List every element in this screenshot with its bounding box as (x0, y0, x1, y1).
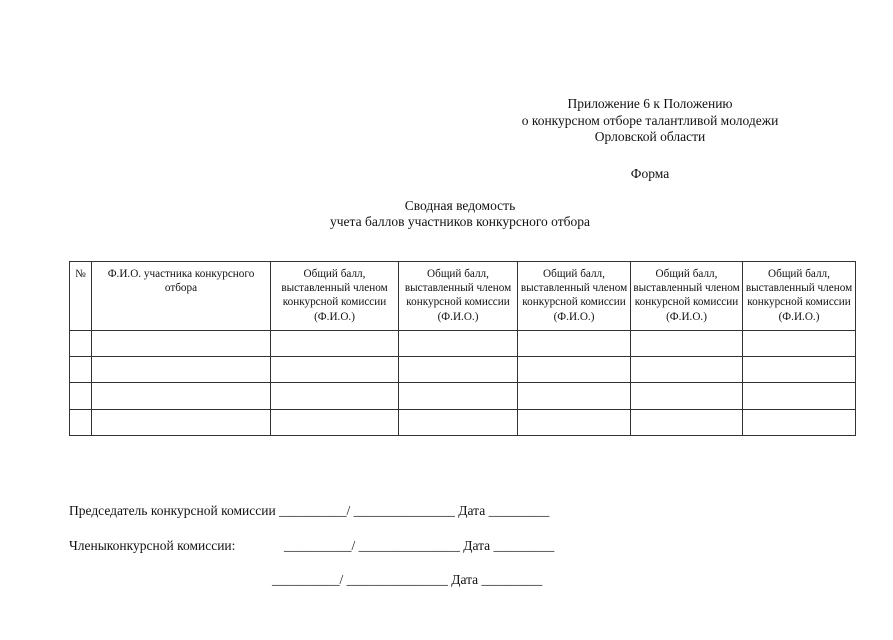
table-cell (271, 330, 399, 356)
table-cell (743, 383, 856, 409)
table-row (70, 357, 856, 383)
table-cell (92, 409, 271, 435)
table-row (70, 383, 856, 409)
table-cell (92, 357, 271, 383)
table-row (70, 330, 856, 356)
table-cell (518, 409, 631, 435)
appendix-line-1: Приложение 6 к Положению (567, 96, 733, 111)
document-title (250, 198, 670, 230)
appendix-caption (480, 96, 820, 146)
score-table (69, 261, 856, 436)
table-cell (518, 330, 631, 356)
table-cell (743, 357, 856, 383)
appendix-line-2: о конкурсном отборе талантливой молодежи (521, 112, 779, 128)
members-label: Членыконкурсной комиссии: (69, 538, 236, 553)
document-title-line-1: Сводная ведомость (404, 198, 516, 213)
member-signature-line-2: __________/ _______________ Дата _________ (272, 572, 543, 587)
table-cell (70, 409, 92, 435)
header-number: № (70, 262, 92, 331)
table-cell (70, 357, 92, 383)
table-cell (70, 330, 92, 356)
table-cell (92, 330, 271, 356)
table-cell (399, 357, 518, 383)
member-signature-line-1: __________/ _______________ Дата _________ (284, 538, 555, 553)
header-score-3: Общий балл, выставленный членом конкурсной комиссии (Ф.И.О.) (518, 262, 631, 331)
header-score-2: Общий балл, выставленный членом конкурсной комиссии (Ф.И.О.) (399, 262, 518, 331)
form-label: Форма (630, 166, 670, 181)
table-cell (631, 330, 743, 356)
table-cell (631, 357, 743, 383)
table-cell (518, 357, 631, 383)
table-cell (631, 383, 743, 409)
table-cell (271, 357, 399, 383)
table-cell (271, 409, 399, 435)
table-cell (92, 383, 271, 409)
table-cell (70, 383, 92, 409)
table-row (70, 409, 856, 435)
chairman-signature-line: Председатель конкурсной комиссии __________/ _______________ Дата _________ (69, 503, 550, 518)
table-cell (631, 409, 743, 435)
table-cell (399, 383, 518, 409)
table-header-row (70, 262, 856, 331)
appendix-line-3: Орловской области (594, 129, 706, 144)
table-cell (518, 383, 631, 409)
document-title-line-2: учета баллов участников конкурсного отбора (329, 214, 590, 229)
table-cell (743, 330, 856, 356)
header-score-4: Общий балл, выставленный членом конкурсной комиссии (Ф.И.О.) (631, 262, 743, 331)
table-cell (271, 383, 399, 409)
header-score-5: Общий балл, выставленный членом конкурсной комиссии (Ф.И.О.) (743, 262, 856, 331)
table-cell (399, 330, 518, 356)
table-cell (743, 409, 856, 435)
table-cell (399, 409, 518, 435)
header-score-1: Общий балл, выставленный членом конкурсной комиссии (Ф.И.О.) (271, 262, 399, 331)
header-participant-name: Ф.И.О. участника конкурсного отбора (92, 262, 271, 331)
